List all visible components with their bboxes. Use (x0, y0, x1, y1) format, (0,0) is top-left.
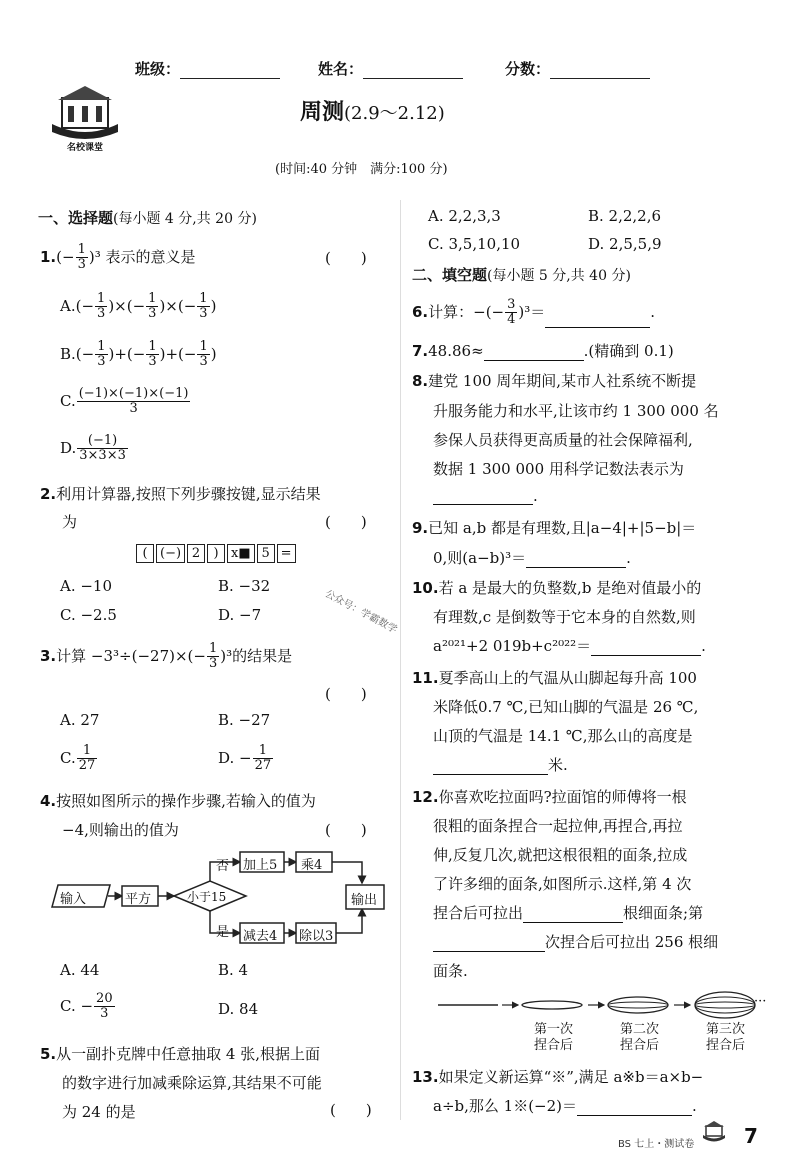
flow-output: 输出 (351, 893, 378, 908)
flow-div3: 除以3 (299, 929, 334, 944)
frac-den: 3 (77, 257, 86, 273)
q11-line2: 米降低0.7 ℃,已知山脚的气温是 26 ℃, (433, 698, 699, 716)
q6-answer-blank[interactable] (545, 313, 650, 328)
frac-den: 3 (208, 656, 218, 672)
frac-num: (−1)×(−1)×(−1) (78, 386, 189, 401)
q7-pre: 48.86≈ (428, 342, 484, 360)
section-fill-note: (每小题 5 分,共 40 分) (487, 268, 631, 284)
frac-den: 3×3×3 (79, 448, 126, 464)
q12-line6 (433, 931, 718, 952)
q9-line2-text: 0,则(a−b)³＝ (433, 549, 527, 567)
key-close-paren: ) (207, 544, 225, 563)
q2-option-d[interactable]: D. −7 (218, 606, 262, 624)
building-icon (702, 1118, 726, 1142)
q5-option-b[interactable]: B. 2,2,2,6 (588, 207, 662, 225)
question-2 (40, 483, 321, 504)
q9-answer-blank[interactable] (526, 553, 626, 568)
frac-num: 1 (208, 641, 218, 656)
key-open-paren: ( (136, 544, 154, 563)
q13-number: 13. (412, 1068, 439, 1086)
step-label: 捏合后 (534, 1038, 574, 1054)
class-blank[interactable] (180, 64, 280, 79)
q3-text-post: )³的结果是 (220, 646, 293, 665)
q10-line3-text: a²⁰²¹+2 019b+c²⁰²²＝ (433, 637, 592, 655)
q5-line1: 从一副扑克牌中任意抽取 4 张,根据上面 (56, 1045, 320, 1063)
q12-line5-post: 根细面条;第 (623, 904, 704, 922)
q1-option-a[interactable]: A.(− $\frac{1}{3}$ )×(− $\frac{1}{3}$ )×(− $\frac{1}{3}$ ) (60, 291, 217, 322)
frac (77, 387, 191, 417)
q5-number: 5. (40, 1045, 57, 1063)
frac (207, 642, 219, 672)
frac (505, 298, 517, 328)
frac-num: (−1) (77, 434, 128, 449)
q13-line2-text: a÷b,那么 1※(−2)＝ (433, 1097, 578, 1115)
q2-answer-paren[interactable]: ( ) (325, 513, 367, 531)
name-label: 姓名： (318, 60, 364, 78)
frac-den: 27 (78, 758, 96, 774)
frac-num: 1 (97, 339, 106, 354)
q4-line2: −4,则输出的值为 (62, 821, 179, 839)
q12-line6-post: 次捏合后可拉出 256 根细 (545, 933, 719, 951)
score-label: 分数： (505, 60, 551, 78)
title-main: 周测 (300, 100, 345, 125)
q1-fraction (76, 243, 88, 273)
frac (146, 340, 158, 370)
frac-den: 3 (100, 1006, 109, 1022)
q2-line2: 为 (62, 513, 78, 531)
q4-number: 4. (40, 792, 57, 810)
frac-den: 4 (507, 312, 516, 328)
flow-no: 否 (216, 859, 230, 874)
frac-den: 3 (97, 354, 106, 370)
q1-option-d[interactable] (60, 434, 129, 464)
opt-letter: D. (60, 438, 77, 457)
building-icon (50, 80, 120, 140)
frac-num: 3 (507, 297, 516, 312)
question-3 (40, 642, 292, 672)
q11-line3: 山顶的气温是 14.1 ℃,那么山的高度是 (433, 727, 693, 745)
noodle-step-2 (620, 1022, 659, 1055)
q12-line7: 面条. (433, 962, 468, 980)
q8-line1: 建党 100 周年期间,某市人社系统不断提 (428, 372, 697, 390)
class-label: 班级： (135, 60, 181, 78)
q11-number: 11. (412, 669, 439, 687)
q10-number: 10. (412, 579, 439, 597)
q2-number: 2. (40, 485, 57, 503)
q4-option-c[interactable] (60, 992, 116, 1022)
q6-pre: 计算：−(− (428, 302, 505, 321)
school-logo (50, 80, 120, 153)
section-choice-note: (每小题 4 分,共 20 分) (113, 211, 257, 227)
frac (253, 744, 274, 774)
frac-den: 3 (148, 354, 157, 370)
title-range: (2.9～2.12) (344, 103, 445, 124)
q3-option-b[interactable]: B. −27 (218, 711, 271, 729)
q3-number: 3. (40, 646, 57, 665)
noodle-step-1 (534, 1022, 573, 1055)
key-negative: (−) (156, 544, 185, 563)
flow-add5: 加上5 (243, 858, 278, 873)
noodle-dots: ··· (754, 994, 767, 1009)
q8-line4: 数据 1 300 000 用科学记数法表示为 (433, 460, 684, 478)
frac (95, 292, 107, 322)
flow-condition: 小于15 (187, 890, 227, 904)
noodle-diagram (438, 988, 768, 1058)
q2-option-a[interactable]: A. −10 (60, 577, 113, 595)
step-label: 第一次 (534, 1022, 574, 1037)
q1-option-c[interactable] (60, 387, 191, 417)
key-five: 5 (257, 544, 275, 563)
watermark: 公众号：学霸数学 (322, 588, 399, 636)
q10-answer-blank[interactable] (591, 641, 701, 656)
q5-option-a[interactable]: A. 2,2,3,3 (428, 207, 501, 225)
page-title (300, 95, 445, 126)
step-label: 捏合后 (706, 1038, 746, 1054)
question-6 (412, 298, 655, 328)
key-two: 2 (187, 544, 205, 563)
opt-letter: D. − (218, 748, 252, 767)
page-number: 7 (744, 1124, 758, 1148)
class-field (135, 58, 280, 79)
q11-answer-row (433, 754, 568, 775)
q2-option-c[interactable]: C. −2.5 (60, 606, 117, 624)
q1-text: 表示的意义是 (105, 247, 196, 266)
q10-end: . (701, 637, 706, 655)
section-fill-title (412, 264, 631, 285)
q12-answer-blank-1[interactable] (523, 908, 623, 923)
q9-line1: 已知 a,b 都是有理数,且|a−4|+|5−b|＝ (428, 519, 697, 537)
frac-num: 1 (77, 242, 86, 257)
frac (197, 340, 209, 370)
q2-option-b[interactable]: B. −32 (218, 577, 271, 595)
q12-number: 12. (412, 788, 439, 806)
question-11 (412, 667, 697, 688)
q5-answer-paren[interactable]: ( ) (330, 1101, 372, 1119)
frac-num: 1 (148, 291, 157, 306)
q3-option-c[interactable] (60, 744, 98, 774)
key-power: x■ (227, 544, 255, 563)
opt-letter: C. (60, 391, 76, 410)
q10-line3 (433, 635, 706, 656)
q4-option-b[interactable]: B. 4 (218, 961, 249, 979)
q5-option-d[interactable]: D. 2,5,5,9 (588, 235, 662, 253)
q12-line4: 了许多细的面条,如图所示.这样,第 4 次 (433, 875, 692, 893)
opt-letter: C. (60, 748, 76, 767)
q1-number: 1. (40, 247, 57, 266)
flowchart (50, 845, 390, 950)
q10-line1: 若 a 是最大的负整数,b 是绝对值最小的 (438, 579, 702, 597)
q8-line2: 升服务能力和水平,让该市约 1 300 000 名 (433, 402, 719, 420)
opt-letter: A. (60, 296, 76, 315)
score-blank[interactable] (550, 64, 650, 79)
q7-post: .(精确到 0.1) (583, 342, 674, 360)
q5-line3: 为 24 的是 (62, 1103, 136, 1121)
frac (146, 292, 158, 322)
frac (77, 744, 98, 774)
score-field (505, 58, 650, 79)
question-13 (412, 1066, 703, 1087)
q8-line3: 参保人员获得更高质量的社会保障福利, (433, 431, 693, 449)
noodle-step-3 (706, 1022, 745, 1055)
q5-line2: 的数字进行加减乘除运算,其结果不可能 (62, 1074, 322, 1092)
q13-answer-blank[interactable] (577, 1101, 692, 1116)
q2-line1: 利用计算器,按照下列步骤按键,显示结果 (56, 485, 321, 503)
step-label: 第二次 (620, 1022, 660, 1037)
opt-letter: B. (60, 344, 76, 363)
key-equals: = (277, 544, 296, 563)
question-7 (412, 340, 674, 361)
calculator-keys (135, 542, 297, 563)
q13-end: . (692, 1097, 697, 1115)
q3-text-pre: 计算 −3³÷(−27)×(− (56, 646, 206, 665)
q9-number: 9. (412, 519, 429, 537)
q11-answer-blank[interactable] (433, 760, 548, 775)
q8-number: 8. (412, 372, 429, 390)
question-4 (40, 790, 316, 811)
question-5 (40, 1043, 320, 1064)
frac-num: 1 (77, 744, 98, 759)
q4-answer-paren[interactable]: ( ) (325, 821, 367, 839)
flow-square: 平方 (125, 892, 152, 907)
q3-option-d[interactable] (218, 744, 274, 774)
q9-line2 (433, 547, 631, 568)
frac-num: 1 (97, 291, 106, 306)
name-blank[interactable] (363, 64, 463, 79)
q12-line2: 很粗的面条捏合一起拉伸,再捏合,再拉 (433, 817, 683, 835)
question-9 (412, 517, 696, 538)
frac (94, 992, 115, 1022)
frac-den: 3 (97, 306, 106, 322)
question-8 (412, 370, 696, 391)
flow-input: 输入 (60, 892, 87, 907)
q11-line1: 夏季高山上的气温从山脚起每升高 100 (438, 669, 697, 687)
frac-den: 27 (254, 758, 272, 774)
frac-num: 1 (199, 291, 208, 306)
question-12 (412, 786, 687, 807)
frac-den: 3 (129, 401, 138, 417)
q12-line3: 伸,反复几次,就把这根很粗的面条,拉成 (433, 846, 688, 864)
q8-answer-row (433, 487, 538, 505)
question-1: 1.(− $\frac{1}{3}$ )³ 表示的意义是 (40, 242, 196, 273)
q3-answer-paren[interactable]: ( ) (325, 685, 367, 703)
q11-end: 米. (548, 756, 568, 774)
q4-option-d[interactable]: D. 84 (218, 1000, 259, 1018)
step-label: 捏合后 (620, 1038, 660, 1054)
q12-answer-blank-2[interactable] (433, 937, 545, 952)
step-label: 第三次 (706, 1022, 746, 1037)
exam-meta: (时间:40 分钟 满分:100 分) (275, 162, 448, 177)
frac-den: 3 (199, 306, 208, 322)
section-fill-label: 二、填空题 (412, 266, 488, 284)
footer-logo-icon (702, 1118, 726, 1142)
section-choice-label: 一、选择题 (38, 209, 114, 227)
q4-line1: 按照如图所示的操作步骤,若输入的值为 (56, 792, 316, 810)
q13-line2 (433, 1095, 697, 1116)
q6-post: )³＝ (518, 302, 546, 321)
q4-option-a[interactable]: A. 44 (60, 961, 100, 979)
frac-num: 1 (253, 744, 274, 759)
q12-line5-pre: 捏合后可拉出 (433, 904, 524, 922)
footer-label: BS 七上・测试卷 (618, 1139, 695, 1150)
q5-option-c[interactable]: C. 3,5,10,10 (428, 235, 521, 253)
q1-option-b[interactable]: B.(− $\frac{1}{3}$ )+(− $\frac{1}{3}$ )+(− $\frac{1}{3}$ ) (60, 339, 217, 370)
q6-number: 6. (412, 302, 429, 321)
frac (95, 340, 107, 370)
question-10 (412, 577, 701, 598)
q9-end: . (626, 549, 631, 567)
q7-number: 7. (412, 342, 429, 360)
q7-answer-blank[interactable] (484, 346, 584, 361)
q8-answer-blank[interactable] (433, 490, 533, 505)
frac (77, 434, 128, 464)
frac-num: 20 (96, 991, 113, 1006)
section-choice-title (38, 207, 257, 228)
flow-mul4: 乘4 (301, 858, 323, 873)
frac (197, 292, 209, 322)
frac-den: 3 (199, 354, 208, 370)
q10-line2: 有理数,c 是倒数等于它本身的自然数,则 (433, 608, 696, 626)
q1-answer-paren[interactable]: ( ) (325, 249, 367, 267)
logo-caption: 名校课堂 (66, 143, 103, 153)
flow-sub4: 减去4 (243, 929, 278, 944)
flow-yes: 是 (216, 925, 230, 940)
opt-letter: C. − (60, 996, 94, 1015)
name-field (318, 58, 463, 79)
frac-num: 1 (148, 339, 157, 354)
frac-den: 3 (148, 306, 157, 322)
q6-end: . (650, 302, 656, 321)
q13-line1: 如果定义新运算“※”,满足 a※b＝a×b− (438, 1068, 704, 1086)
noodle-lines (438, 988, 768, 1022)
q8-end: . (533, 487, 538, 505)
q12-line1: 你喜欢吃拉面吗?拉面馆的师傅将一根 (438, 788, 687, 806)
column-divider (400, 200, 401, 1120)
q12-line5 (433, 902, 703, 923)
q3-option-a[interactable]: A. 27 (60, 711, 100, 729)
frac-num: 1 (199, 339, 208, 354)
